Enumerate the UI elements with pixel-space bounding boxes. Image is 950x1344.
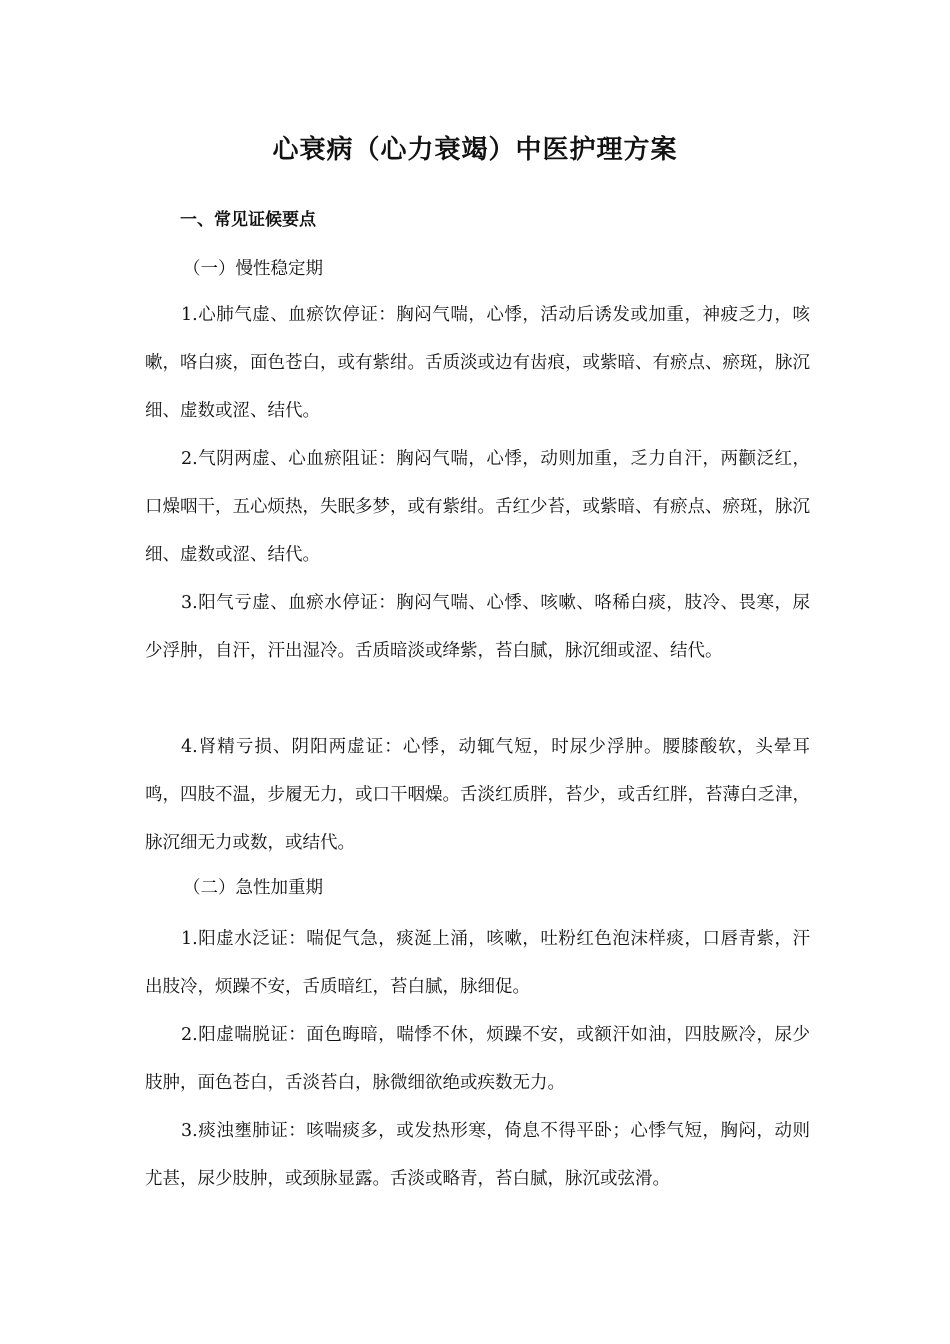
syndrome-paragraph: 2.气阴两虚、心血瘀阻证：胸闷气喘，心悸，动则加重，乏力自汗，两颧泛红，口燥咽干，五心烦热，失眠多梦，或有紫绀。舌红少苔，或紫暗、有瘀点、瘀斑，脉沉细、虚数或涩、结代。 [145,449,810,565]
syndrome-paragraph: 3.痰浊壅肺证：咳喘痰多，或发热形寒，倚息不得平卧；心悸气短，胸闷，动则尤甚，尿少肢肿，或颈脉显露。舌淡或略青，苔白腻，脉沉或弦滑。 [145,1121,810,1189]
syndrome-paragraph: 3.阳气亏虚、血瘀水停证：胸闷气喘、心悸、咳嗽、咯稀白痰，肢冷、畏寒，尿少浮肿，自汗，汗出湿冷。舌质暗淡或绛紫，苔白腻，脉沉细或涩、结代。 [145,593,810,661]
syndrome-paragraph: 4.肾精亏损、阴阳两虚证：心悸，动辄气短，时尿少浮肿。腰膝酸软，头晕耳鸣，四肢不温，步履无力，或口干咽燥。舌淡红质胖，苔少，或舌红胖，苔薄白乏津，脉沉细无力或数，或结代。 [145,737,810,853]
subsection-label-chronic: （一）慢性稳定期 [183,259,323,279]
page-title: 心衰病（心力衰竭）中医护理方案 [272,135,678,165]
syndrome-paragraph: 2.阳虚喘脱证：面色晦暗，喘悸不休，烦躁不安，或额汗如油，四肢厥冷，尿少肢肿，面色苍白，舌淡苔白，脉微细欲绝或疾数无力。 [145,1025,810,1093]
syndrome-paragraph: 1.心肺气虚、血瘀饮停证：胸闷气喘，心悸，活动后诱发或加重，神疲乏力，咳嗽，咯白痰，面色苍白，或有紫绀。舌质淡或边有齿痕，或紫暗、有瘀点、瘀斑，脉沉细、虚数或涩、结代。 [145,305,810,421]
subsection-label-acute: （二）急性加重期 [183,878,323,898]
section-heading: 一、常见证候要点 [180,210,316,230]
syndrome-paragraph: 1.阳虚水泛证：喘促气急，痰涎上涌，咳嗽，吐粉红色泡沫样痰，口唇青紫，汗出肢冷，烦躁不安，舌质暗红，苔白腻，脉细促。 [145,929,810,997]
